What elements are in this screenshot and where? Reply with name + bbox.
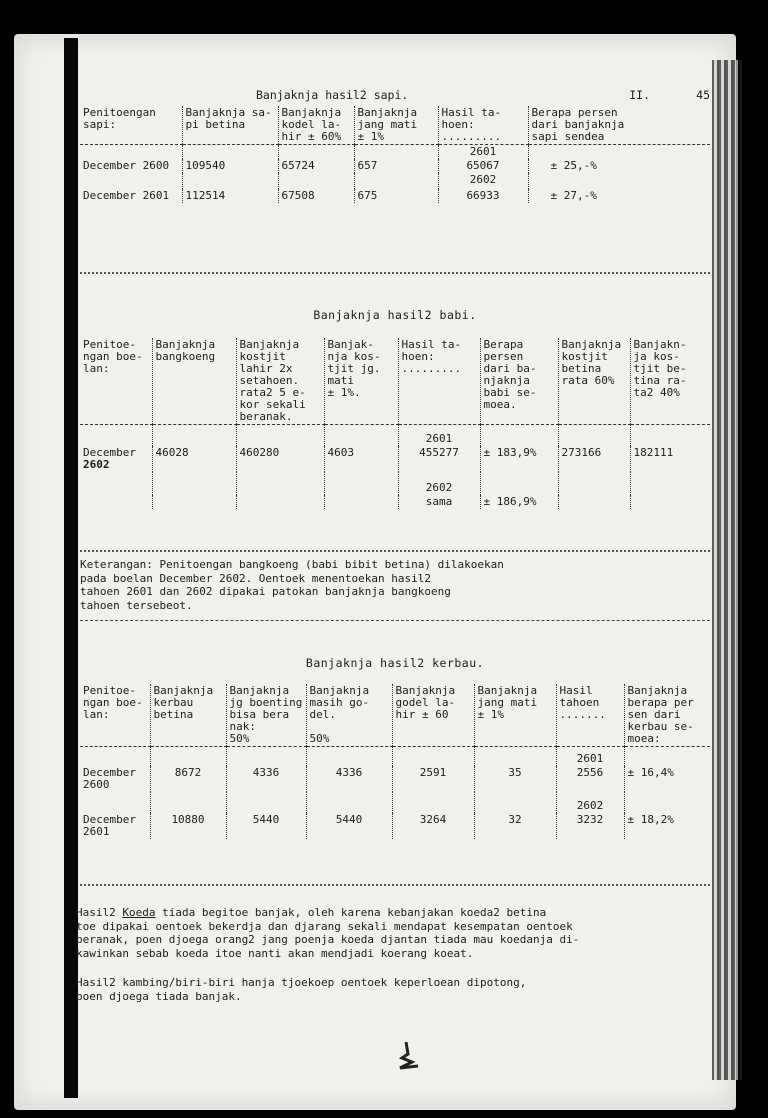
table-row	[80, 425, 710, 447]
table-row	[80, 747, 710, 767]
koeda-paragraph	[76, 906, 706, 960]
period-cell: December 2600	[83, 766, 136, 791]
year-cell: 2601	[398, 425, 480, 447]
value-cell: 5440	[226, 813, 306, 839]
column-header: Hasil tahoen .......	[556, 684, 624, 747]
value-cell: 112514	[182, 189, 278, 203]
value-cell: 455277	[398, 446, 480, 472]
value-cell: 46028	[152, 446, 236, 472]
year-cell: 2601	[438, 145, 528, 160]
value-cell: 66933	[438, 189, 528, 203]
value-cell: 8672	[150, 766, 226, 792]
column-header: Hasil ta- hoen: .........	[398, 338, 480, 425]
column-header: Banjaknja kerbau betina	[150, 684, 226, 747]
table-row	[80, 792, 710, 813]
value-cell: ± 183,9%	[480, 446, 558, 472]
page-header	[80, 88, 710, 104]
column-header: Hasil ta- hoen: .........	[438, 106, 528, 145]
column-header: Banjaknja kodel la- hir ± 60%	[278, 106, 354, 145]
ink-smudge	[388, 1040, 428, 1070]
table-row	[80, 813, 710, 839]
column-header: Banjakn- ja kos- tjit be- tina ra- ta2 40%	[630, 338, 710, 425]
divider	[80, 620, 710, 621]
value-cell: 4603	[324, 446, 398, 472]
babi-note: Keterangan: Penitoengan bangkoeng (babi bibit betina) dilakoekan pada boelan December 2602. Oentoek menentoekan hasil2 tahoen 2601 dan 2602 dipakai patokan banjaknja bangkoeng tahoen tersebeot.	[80, 558, 504, 612]
value-cell: 675	[354, 189, 438, 203]
column-header: Banjaknja berapa per sen dari kerbau se- moea:	[624, 684, 710, 747]
value-cell: 65724	[278, 159, 354, 173]
value-cell: 182111	[630, 446, 710, 472]
koeda-rest: tiada begitoe banjak, oleh karena kebanjakan koeda2 betina toe dipakai oentoek bekerdja dan djarang sekali mendapat kesempatan oentoek beranak, poen djoega orang2 jang poenja koeda djantan tiada mau koedanja di- kawinkan sebab koeda itoe nanti akan mendjadi koerang koeat.	[76, 906, 580, 960]
divider	[80, 272, 710, 274]
year-cell: 2602	[438, 173, 528, 189]
period-year: 2602	[83, 458, 110, 471]
value-cell: 4336	[226, 766, 306, 792]
divider	[80, 550, 710, 552]
table-row	[80, 189, 710, 203]
period-cell: December 2601	[83, 813, 136, 838]
value-cell: 32	[474, 813, 556, 839]
period-cell	[80, 446, 152, 472]
section-number: II.	[629, 88, 650, 102]
value-cell: sama	[398, 495, 480, 509]
column-header: Banjaknja kostjit betina rata 60%	[558, 338, 630, 425]
babi-table	[80, 338, 710, 509]
value-cell: 4336	[306, 766, 392, 792]
column-header: Banjaknja godel la- hir ± 60	[392, 684, 474, 747]
column-header: Banjaknja jg boenting bisa bera nak: 50%	[226, 684, 306, 747]
table-header-row	[80, 684, 710, 747]
kambing-paragraph: Hasil2 kambing/biri-biri hanja tjoekoep oentoek keperloean dipotong, poen djoega tiada banjak.	[76, 976, 527, 1003]
column-header: Penitoe- ngan boe- lan:	[80, 684, 150, 747]
table-row	[80, 145, 710, 160]
column-header: Banjak- nja kos- tjit jg. mati ± 1%.	[324, 338, 398, 425]
column-header: Penitoengan sapi:	[80, 106, 182, 145]
value-cell: ± 18,2%	[624, 813, 710, 839]
divider	[80, 884, 710, 886]
value-cell: 109540	[182, 159, 278, 173]
value-cell: 657	[354, 159, 438, 173]
sapi-section-title: Banjaknja hasil2 sapi.	[256, 88, 409, 102]
value-cell: ± 16,4%	[624, 766, 710, 792]
column-header: Banjaknja jang mati ± 1%	[354, 106, 438, 145]
column-header: Berapa persen dari banjaknja sapi sendea	[528, 106, 710, 145]
column-header: Berapa persen dari ba- njaknja babi se- moea.	[480, 338, 558, 425]
koeda-lead: Hasil2	[76, 906, 116, 919]
period-label: December	[83, 446, 136, 459]
table-row	[80, 495, 710, 509]
year-cell: 2601	[556, 747, 624, 767]
table-header-row	[80, 106, 710, 145]
period-cell: December 2600	[83, 159, 170, 172]
value-cell: 10880	[150, 813, 226, 839]
page-edge-stack	[712, 60, 742, 1080]
table-header-row	[80, 338, 710, 425]
table-row	[80, 766, 710, 792]
table-row	[80, 159, 710, 173]
value-cell: 35	[474, 766, 556, 792]
kerbau-section-title: Banjaknja hasil2 kerbau.	[305, 656, 485, 670]
value-cell: 460280	[236, 446, 324, 472]
column-header: Penitoe- ngan boe- lan:	[80, 338, 152, 425]
table-row	[80, 173, 710, 189]
column-header: Banjaknja kostjit lahir 2x setahoen. rata2 5 e- kor sekali beranak.	[236, 338, 324, 425]
value-cell: 67508	[278, 189, 354, 203]
year-cell: 2602	[398, 472, 480, 495]
table-row	[80, 472, 710, 495]
value-cell: ± 186,9%	[480, 495, 558, 509]
value-cell: 2556	[556, 766, 624, 792]
value-cell: 3264	[392, 813, 474, 839]
value-cell: ± 25,-%	[528, 159, 710, 173]
value-cell: 3232	[556, 813, 624, 839]
value-cell: ± 27,-%	[528, 189, 710, 203]
babi-section-title: Banjaknja hasil2 babi.	[313, 308, 477, 322]
koeda-word: Koeda	[122, 906, 156, 919]
value-cell: 2591	[392, 766, 474, 792]
value-cell: 65067	[438, 159, 528, 173]
column-header: Banjaknja sa- pi betina	[182, 106, 278, 145]
table-row	[80, 446, 710, 472]
period-cell: December 2601	[83, 189, 170, 202]
year-cell: 2602	[556, 792, 624, 813]
value-cell: 5440	[306, 813, 392, 839]
column-header: Banjaknja jang mati ± 1%	[474, 684, 556, 747]
kerbau-table	[80, 684, 710, 839]
value-cell: 273166	[558, 446, 630, 472]
sapi-table	[80, 106, 710, 203]
column-header: Banjaknja masih go- del. 50%	[306, 684, 392, 747]
column-header: Banjaknja bangkoeng	[152, 338, 236, 425]
page-number: 45	[696, 88, 710, 102]
